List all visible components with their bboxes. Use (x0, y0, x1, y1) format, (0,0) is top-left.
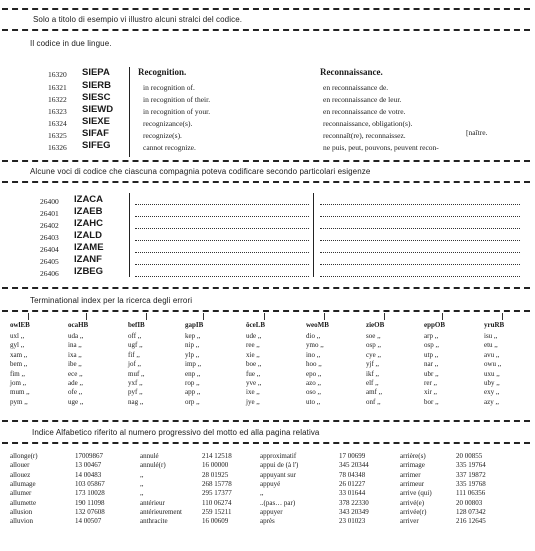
index-entry: ylp ,, (185, 350, 200, 359)
index-word: allumage (10, 479, 36, 488)
index-entry: soe ,, (366, 332, 381, 340)
index-entry: isu ,, (484, 332, 498, 340)
index-entry: ikf ,, (366, 369, 380, 378)
index-entry: uda ,, (68, 332, 84, 340)
divider (2, 310, 530, 312)
header-english: Recognition. (138, 67, 187, 77)
index-entry: fue ,, (246, 369, 261, 378)
index-entry: jof ,, (128, 360, 142, 369)
blank-entry-line (320, 228, 520, 229)
index-column-header: owlEB (10, 321, 30, 329)
index-reference: 28 01925 (202, 470, 229, 479)
english-meaning: recognizance(s). (143, 119, 193, 128)
index-entry: ree ,, (246, 341, 260, 350)
code-number: 26405 (40, 257, 59, 266)
index-entry: bem ,, (10, 360, 28, 369)
index-entry: ixe ,, (246, 388, 260, 397)
code-word: SIFAF (82, 128, 109, 139)
index-reference: 20 00803 (456, 498, 483, 507)
french-meaning: en reconnaissance de. (323, 83, 389, 92)
index-word: appui de (à l') (260, 461, 299, 470)
index-entry: ixa ,, (68, 350, 82, 359)
index-entry: ude ,, (246, 332, 262, 340)
index-entry: ade ,, (68, 379, 83, 387)
index-word: approximatif (260, 452, 297, 460)
index-column-header: weoMB (306, 321, 329, 329)
divider (2, 287, 530, 289)
index-word: arriver (400, 517, 419, 526)
index-word: alluvion (10, 517, 33, 526)
index-entry: enp ,, (185, 369, 201, 378)
index-reference: 190 11098 (75, 498, 105, 507)
french-meaning: ne puis, peut, pouvons, peuvent recon- (323, 143, 439, 152)
column-tick (324, 313, 325, 320)
terminational-heading: Terminational index per la ricerca degli errori (30, 296, 193, 305)
index-word: arrive (qui) (400, 489, 432, 498)
index-entry: uxu ,, (484, 369, 500, 378)
blank-entry-line (135, 228, 309, 229)
index-word: ,, (140, 479, 144, 488)
index-entry: rer ,, (424, 379, 438, 387)
index-entry: ece ,, (68, 369, 83, 378)
blank-entry-line (135, 204, 309, 205)
french-meaning: reconnaissance, obligation(s). (323, 119, 413, 128)
index-entry: app ,, (185, 388, 201, 397)
divider (2, 420, 530, 422)
column-rule (129, 67, 130, 157)
index-reference: 216 12645 (456, 517, 486, 526)
index-entry: boe ,, (246, 360, 262, 369)
index-reference: 378 22330 (339, 498, 369, 507)
continuation-note: [naître. (466, 128, 488, 137)
index-reference: 17009867 (75, 452, 103, 460)
index-reference: 268 15778 (202, 479, 232, 488)
index-entry: arp ,, (424, 332, 439, 340)
index-entry: uby ,, (484, 379, 500, 387)
index-reference: 20 00855 (456, 452, 483, 460)
code-word: SIFEG (82, 140, 111, 151)
code-word: SIERB (82, 80, 112, 91)
english-meaning: in recognition of their. (143, 95, 211, 104)
divider (2, 29, 530, 31)
code-number: 16323 (48, 107, 67, 116)
index-reference: 335 19768 (456, 479, 486, 488)
index-entry: gyl ,, (10, 341, 25, 350)
index-entry: muf ,, (128, 369, 145, 378)
code-number: 16320 (48, 70, 67, 79)
index-entry: onf ,, (366, 397, 381, 406)
index-entry: utp ,, (424, 350, 439, 359)
index-entry: ina ,, (68, 341, 82, 350)
index-entry: nip ,, (185, 341, 200, 350)
index-entry: avu ,, (484, 350, 500, 359)
index-reference: 78 04348 (339, 470, 366, 479)
index-reference: 335 19764 (456, 461, 486, 470)
company-codes-heading: Alcune voci di codice che ciascuna compagnia poteva codificare secondo particolari esigenze (30, 167, 371, 176)
index-entry: ugf ,, (128, 341, 143, 350)
index-reference: 14 00507 (75, 517, 102, 526)
index-entry: exy ,, (484, 388, 500, 397)
index-reference: 13 00467 (75, 461, 102, 470)
index-entry: uto ,, (306, 397, 321, 406)
code-word: IZBEG (74, 266, 104, 277)
index-entry: bor ,, (424, 397, 439, 406)
index-reference: 16 00000 (202, 461, 229, 470)
code-word: IZALD (74, 230, 102, 241)
column-tick (384, 313, 385, 320)
index-entry: uxl ,, (10, 332, 25, 340)
index-entry: mum ,, (10, 388, 30, 397)
index-reference: 14 00483 (75, 470, 102, 479)
index-word: allumette (10, 498, 37, 507)
index-entry: ofe ,, (68, 388, 83, 397)
index-entry: xir ,, (424, 388, 438, 397)
index-entry: pyf ,, (128, 388, 143, 397)
index-entry: xam ,, (10, 350, 28, 359)
blank-entry-line (320, 216, 520, 217)
divider (2, 181, 530, 183)
french-meaning: en reconnaissance de votre. (323, 107, 406, 116)
index-entry: osp ,, (366, 341, 381, 350)
english-meaning: cannot recognize. (143, 143, 196, 152)
index-entry: fif ,, (128, 350, 140, 359)
column-tick (203, 313, 204, 320)
column-tick (86, 313, 87, 320)
index-reference: 343 20349 (339, 507, 369, 516)
code-number: 16325 (48, 131, 67, 140)
code-number: 16324 (48, 119, 67, 128)
index-word: ..(pas… par) (260, 498, 296, 507)
index-entry: off ,, (128, 332, 142, 340)
divider (2, 442, 530, 444)
code-word: IZANF (74, 254, 102, 265)
index-entry: uge ,, (68, 397, 84, 406)
code-word: SIEWD (82, 104, 114, 115)
code-word: SIEXE (82, 116, 110, 127)
index-entry: yxf ,, (128, 379, 143, 387)
index-entry: ibe ,, (68, 360, 82, 369)
blank-entry-line (320, 252, 520, 253)
index-word: allusion (10, 507, 33, 516)
index-reference: 103 05867 (75, 479, 105, 488)
index-entry: azy ,, (484, 397, 499, 406)
english-meaning: recognize(s). (143, 131, 182, 140)
index-entry: kep ,, (185, 332, 201, 340)
index-entry: cye ,, (366, 350, 381, 359)
blank-entry-line (320, 240, 520, 241)
index-reference: 16 00609 (202, 517, 229, 526)
index-reference: 132 07608 (75, 507, 105, 516)
index-word: allumer (10, 489, 32, 498)
index-entry: rop ,, (185, 379, 200, 387)
index-entry: ubr ,, (424, 369, 439, 378)
code-number: 26406 (40, 269, 59, 278)
index-entry: imp ,, (185, 360, 202, 369)
index-word: allonge(r) (10, 452, 38, 460)
index-reference: 23 01023 (339, 517, 366, 526)
index-entry: nar ,, (424, 360, 439, 369)
index-word: ,, (140, 470, 144, 479)
index-entry: etu ,, (484, 341, 498, 350)
index-word: allouer (10, 461, 30, 470)
index-word: appuyant sur (260, 470, 296, 479)
index-entry: orp ,, (185, 397, 200, 406)
code-number: 26403 (40, 233, 59, 242)
index-reference: 345 20344 (339, 461, 369, 470)
index-reference: 26 01227 (339, 479, 366, 488)
index-entry: osp ,, (424, 341, 439, 350)
index-word: antérieurement (140, 507, 182, 516)
blank-entry-line (135, 276, 309, 277)
column-tick (264, 313, 265, 320)
code-word: SIESC (82, 92, 111, 103)
column-rule (129, 193, 130, 277)
index-word: appuyer (260, 507, 283, 516)
intro-heading: Solo a titolo di esempio vi illustro alcuni stralci del codice. (33, 15, 243, 24)
code-number: 26401 (40, 209, 59, 218)
index-reference: 33 01644 (339, 489, 366, 498)
index-entry: jom ,, (10, 379, 27, 387)
index-reference: 17 00699 (339, 452, 366, 460)
code-word: IZACA (74, 194, 104, 205)
index-entry: ino ,, (306, 350, 321, 359)
blank-entry-line (135, 264, 309, 265)
index-entry: xie ,, (246, 350, 260, 359)
english-meaning: in recognition of your. (143, 107, 211, 116)
index-word: ,, (260, 489, 264, 498)
index-word: ,, (140, 489, 144, 498)
code-number: 16326 (48, 143, 67, 152)
index-reference: 110 06274 (202, 498, 232, 507)
index-column-header: befIB (128, 321, 145, 329)
blank-entry-line (320, 264, 520, 265)
index-entry: fim ,, (10, 369, 25, 378)
index-column-header: ocaHB (68, 321, 89, 329)
index-word: après (260, 517, 275, 526)
english-meaning: in recognition of. (143, 83, 195, 92)
index-entry: pym ,, (10, 397, 28, 406)
column-rule (313, 193, 314, 277)
blank-entry-line (320, 204, 520, 205)
column-tick (502, 313, 503, 320)
index-word: annulé(r) (140, 461, 166, 470)
code-word: IZAME (74, 242, 104, 253)
code-word: IZAHC (74, 218, 104, 229)
code-number: 26400 (40, 197, 59, 206)
index-reference: 128 07342 (456, 507, 486, 516)
index-entry: jye ,, (246, 397, 260, 406)
code-word: IZAEB (74, 206, 103, 217)
index-word: arrivé(e) (400, 498, 425, 507)
index-word: anthracite (140, 517, 168, 526)
index-reference: 259 15211 (202, 507, 232, 516)
index-word: arrimage (400, 461, 425, 470)
index-word: antérieur (140, 498, 165, 507)
index-reference: 111 06356 (456, 489, 486, 498)
index-word: annulé (140, 452, 159, 460)
blank-entry-line (135, 252, 309, 253)
blank-entry-line (135, 216, 309, 217)
index-word: allouez (10, 470, 31, 479)
column-tick (442, 313, 443, 320)
index-entry: amf ,, (366, 388, 383, 397)
code-number: 26404 (40, 245, 59, 254)
code-word: SIEPA (82, 67, 110, 78)
index-column-header: ôceLB (246, 321, 266, 329)
index-reference: 295 17377 (202, 489, 232, 498)
divider (2, 160, 530, 162)
index-entry: epo ,, (306, 369, 322, 378)
index-word: arrimer (400, 470, 421, 479)
index-entry: hoo ,, (306, 360, 322, 369)
code-number: 16321 (48, 83, 67, 92)
index-column-header: zieOB (366, 321, 385, 329)
index-column-header: yruRB (484, 321, 505, 329)
blank-entry-line (320, 276, 520, 277)
index-word: arrière(s) (400, 452, 426, 460)
index-entry: yve ,, (246, 379, 262, 387)
bilingual-heading: Il codice in due lingue. (30, 39, 112, 48)
index-entry: azo ,, (306, 379, 321, 387)
index-column-header: eppOB (424, 321, 446, 329)
column-tick (146, 313, 147, 320)
index-entry: owu ,, (484, 360, 502, 369)
index-word: appuyé (260, 479, 281, 488)
index-entry: nag ,, (128, 397, 144, 406)
code-number: 26402 (40, 221, 59, 230)
index-reference: 214 12518 (202, 452, 232, 460)
index-column-header: gapIB (185, 321, 204, 329)
french-meaning: reconnaît(re), reconnaissez. (323, 131, 406, 140)
index-reference: 173 10028 (75, 489, 105, 498)
code-number: 16322 (48, 95, 67, 104)
header-french: Reconnaissance. (320, 67, 383, 77)
blank-entry-line (135, 240, 309, 241)
index-word: arrimeur (400, 479, 425, 488)
alphabetic-heading: Indice Alfabetico riferito al numero progressivo del motto ed alla pagina relativa (32, 428, 320, 437)
index-entry: elf ,, (366, 379, 379, 387)
index-entry: oso ,, (306, 388, 321, 397)
index-word: arrivée(r) (400, 507, 427, 516)
index-entry: ymo ,, (306, 341, 324, 350)
index-reference: 337 19872 (456, 470, 486, 479)
index-entry: yjf ,, (366, 360, 380, 369)
column-tick (28, 313, 29, 320)
index-entry: dio ,, (306, 332, 321, 340)
divider (2, 8, 530, 10)
french-meaning: en reconnaissance de leur. (323, 95, 402, 104)
